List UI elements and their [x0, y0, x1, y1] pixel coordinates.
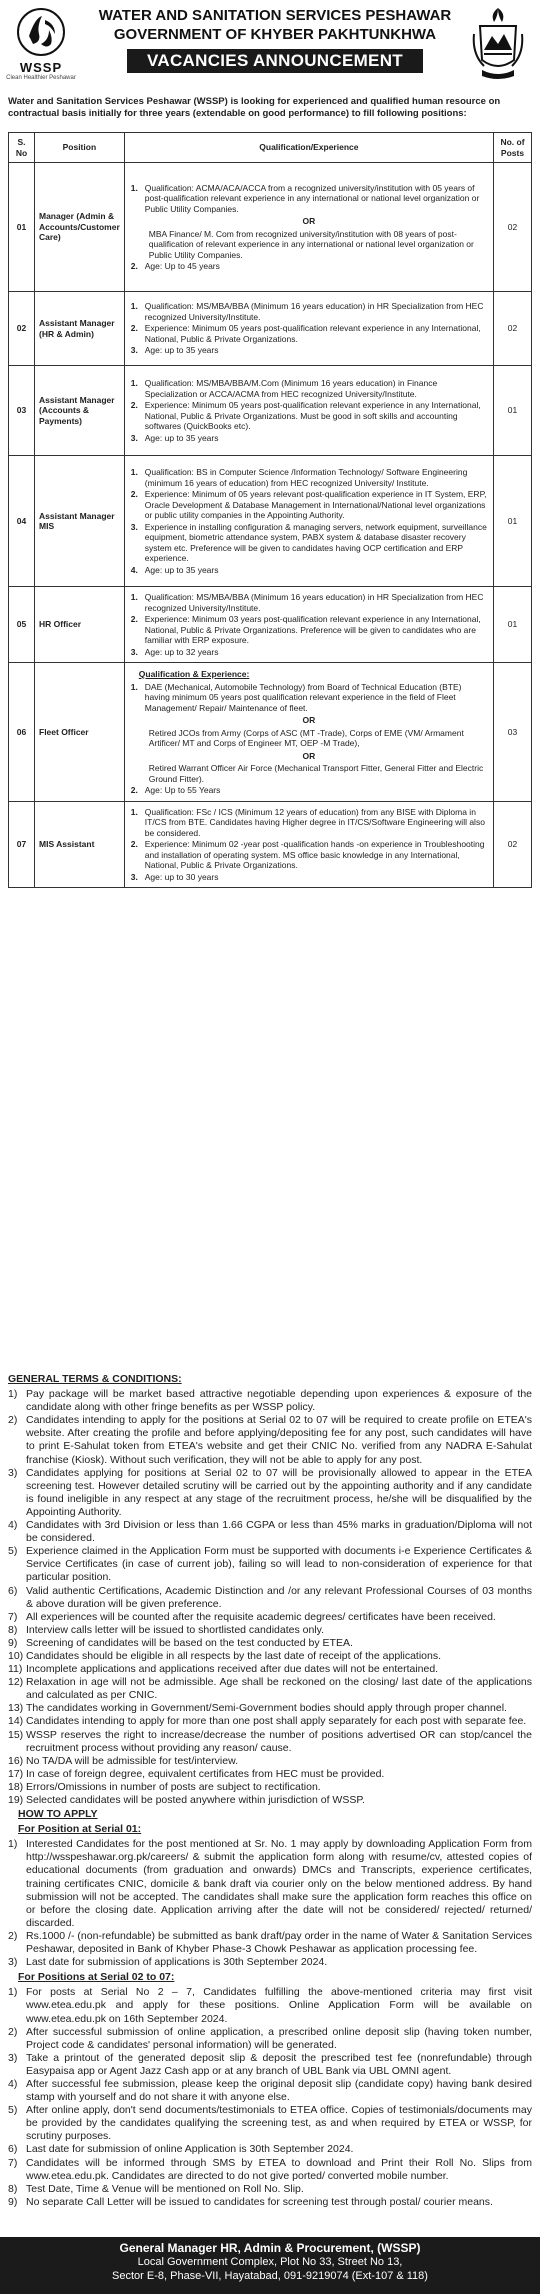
cell-posts: 03 [494, 663, 532, 802]
serial02-heading: For Positions at Serial 02 to 07: [18, 1971, 175, 1984]
table-row [9, 663, 532, 802]
qualification-item [131, 565, 487, 576]
item-number: 1. [130, 467, 138, 477]
apply-step [8, 2078, 532, 2104]
term-item [8, 1637, 532, 1650]
item-number: 12) [8, 1676, 24, 1689]
serial01-heading: For Position at Serial 01: [18, 1823, 142, 1836]
cell-position: Assistant Manager (HR & Admin) [35, 292, 125, 366]
item-text: MBA Finance/ M. Com from recognized university/institution with 08 years of post-qualification of relevant experience in any international or national level organization or Public Utility Companies. [148, 228, 474, 260]
qualification-item [131, 785, 487, 796]
item-text: Incomplete applications and applications received after due dates will not be entertained. [26, 1663, 439, 1676]
qualification-item [131, 682, 487, 714]
item-text: Rs.1000 /- (non-refundable) be submitted as bank draft/pay order in the name of Water & Sanitation Services Peshawar, deposited in Bank of Khyber Phase-3 Chowk Peshawar as application processing fee. [26, 1929, 532, 1956]
table-row [9, 163, 532, 292]
item-text: Experience claimed in the Application Form must be supported with documents i-e Experience Certificates & Service Certificates (in case of current job), failing so will lead to non-consideration of experience for that particular position. [26, 1545, 532, 1584]
item-number: 11) [8, 1663, 23, 1676]
item-text: Errors/Omissions in number of posts are subject to rectification. [26, 1780, 321, 1793]
item-number: 7) [8, 2156, 18, 2169]
item-number: 3) [8, 2051, 18, 2064]
cell-position: Fleet Officer [35, 663, 125, 802]
col-posts: No. of Posts [494, 133, 532, 163]
item-text: Experience: Minimum 02 -year post -qualification hands -on experience in Troubleshooting and installation of operating system. MS office basic knowledge in any International, National, Public & Private Organizations. [144, 839, 485, 870]
term-item [8, 1768, 532, 1781]
gov-title: GOVERNMENT OF KHYBER PAKHTUNKHWA [113, 26, 437, 43]
cell-sno: 01 [9, 163, 35, 292]
term-item [8, 1611, 532, 1624]
item-text: Last date for submission of applications is 30th September 2024. [26, 1956, 328, 1969]
item-text: WSSP reserves the right to increase/decrease the number of positions advertised OR can stop/cancel the recruitment process without providing any reason/ cause. [26, 1728, 532, 1754]
kp-government-emblem [468, 4, 528, 84]
item-number: 1. [130, 806, 138, 817]
apply-step [8, 1986, 532, 2025]
item-text: Valid authentic Certifications, Academic Distinction and /or any relevant Professional Courses of 03 months & above duration will be given preference. [26, 1584, 532, 1610]
term-item [8, 1624, 532, 1637]
term-item [8, 1545, 532, 1584]
item-number: 3. [130, 432, 138, 443]
table-row [9, 292, 532, 366]
cell-qualification [124, 292, 493, 366]
item-number: 1. [130, 301, 138, 312]
cell-posts: 02 [494, 801, 532, 888]
item-number: 1. [130, 592, 138, 602]
item-number: 8) [8, 1623, 18, 1636]
term-item [8, 1676, 532, 1702]
item-number: 2. [130, 839, 138, 849]
cell-qualification [124, 366, 493, 456]
cell-qualification [124, 801, 493, 888]
qualification-title: Qualification & Experience: [138, 669, 250, 679]
item-text: Candidates with 3rd Division or less than 1.66 CGPA or less than 45% marks in graduation/Diploma will not be considered. [26, 1519, 532, 1545]
item-number: 2) [8, 2025, 18, 2038]
term-item [8, 1519, 532, 1545]
item-number: 1. [130, 378, 138, 388]
vacancies-banner: VACANCIES ANNOUNCEMENT [127, 49, 423, 73]
qualification-item [131, 400, 487, 432]
item-number: 6) [8, 1584, 18, 1597]
qualification-item [131, 378, 487, 399]
term-item [8, 1729, 532, 1755]
item-number: 9) [8, 1636, 18, 1649]
how-to-apply-heading: HOW TO APPLY [18, 1808, 98, 1821]
item-number: 3. [130, 521, 138, 532]
item-text: Qualification: MS/MBA/BBA (Minimum 16 years education) in HR Specialization from HEC recognized University/Institute. [144, 301, 484, 322]
item-number: 7) [8, 1610, 18, 1623]
item-text: Age: up to 32 years [144, 646, 219, 657]
item-number: 3) [8, 1956, 18, 1969]
terms-section [8, 1373, 532, 2209]
item-number: 4) [8, 2077, 18, 2090]
item-number: 2) [8, 1929, 18, 1942]
term-item [8, 1702, 532, 1715]
cell-qualification [124, 663, 493, 802]
apply-step [8, 2143, 532, 2156]
item-number: 18) [8, 1780, 24, 1793]
table-row [9, 587, 532, 663]
item-number: 3) [8, 1466, 18, 1479]
cell-posts: 02 [494, 163, 532, 292]
item-number: 5) [8, 1545, 18, 1558]
qualification-item [131, 872, 487, 883]
item-number: 4) [8, 1519, 18, 1532]
cell-sno: 07 [9, 801, 35, 888]
item-text: Selected candidates will be posted anywhere within jurisdiction of WSSP. [26, 1794, 365, 1806]
serial01-list [8, 1838, 532, 1969]
item-number: 9) [8, 2195, 18, 2208]
qualification-item [131, 522, 487, 564]
item-text: Age: up to 35 years [144, 345, 219, 356]
item-number: 3. [130, 871, 138, 882]
item-text: Qualification: ACMA/ACA/ACCA from a recognized university/institution with 05 years of post-qualification relevant experience in any international or national level organization or Public Utility Companies. [144, 182, 480, 214]
or-separator: OR [302, 216, 316, 226]
item-number: 1. [130, 681, 138, 692]
water-drop-logo-icon [15, 6, 67, 58]
cell-sno: 02 [9, 292, 35, 366]
item-number: 4. [130, 564, 138, 575]
cell-posts: 01 [494, 456, 532, 587]
item-text: Experience: Minimum 05 years post-qualification relevant experience in any International, National, Public & Private Organizations. [144, 323, 481, 344]
qualification-item [131, 763, 487, 784]
item-text: Experience: Minimum 03 years post-qualification relevant experience in any International, National, Public & Private Organizations. Preference will be given to candidates who are familiar with ERP exposure. [144, 614, 481, 645]
cell-posts: 01 [494, 366, 532, 456]
item-text: Take a printout of the generated deposit slip & deposit the prescribed test fee (nonrefundable) through Easypaisa app or Agent Jazz Cash app or at any branch of UBL Bank via UBL OMNI agent. [26, 2051, 532, 2077]
term-item [8, 1467, 532, 1519]
term-item [8, 1650, 532, 1663]
cell-sno: 05 [9, 587, 35, 663]
item-text: After online apply, don't send documents/testimonials to ETEA office. Copies of testimonials/documents may be provided by the candidates qualifying the screening test, as and when required by ETEA or WSSP, for scrutiny purposes. [26, 2104, 532, 2143]
item-text: Interview calls letter will be issued to shortlisted candidates only. [26, 1623, 325, 1636]
cell-position: MIS Assistant [35, 801, 125, 888]
footer-address-line-2: Sector E-8, Phase-VII, Hayatabad, 091-9219074 (Ext-107 & 118) [112, 2270, 428, 2282]
qualification-item [131, 229, 487, 261]
wssp-logo [6, 6, 76, 86]
intro-paragraph: Water and Sanitation Services Peshawar (WSSP) is looking for experienced and qualified human resource on contractual basis initially for three years (extendable on good performance) to fill following positions: [8, 96, 501, 119]
qualification-item [131, 301, 487, 322]
item-text: Age: up to 35 years [144, 432, 219, 443]
table-header-row [9, 133, 532, 163]
item-text: Candidates applying for positions at Serial 02 to 07 will be provisionally allowed to appear in the ETEA screening test. However detailed scrutiny will be carried out by the appointing authority and if any candidate is found ineligible in any respect at any stage of the recruitment process, he/she will be disqualified by the Appointing Authority. [26, 1466, 532, 1518]
cell-position: Manager (Admin & Accounts/Customer Care) [35, 163, 125, 292]
apply-step [8, 2196, 532, 2209]
table-body [9, 163, 532, 888]
item-text: Qualification: MS/MBA/BBA/M.Com (Minimum 16 years education) in Finance Specialization or ACCA/ACMA from HEC recognized University/Institute. [144, 378, 438, 399]
vacancies-table [8, 132, 532, 888]
term-item [8, 1794, 532, 1807]
item-text: The candidates working in Government/Semi-Government bodies should apply through proper channel. [26, 1702, 507, 1715]
qualification-item [131, 323, 487, 344]
item-number: 10) [8, 1649, 24, 1662]
item-number: 1) [8, 1986, 18, 1999]
qualification-item [131, 614, 487, 646]
cell-qualification [124, 163, 493, 292]
item-number: 3. [130, 345, 138, 356]
item-text: After successful submission of online application, a prescribed online deposit slip (having token number, Project code & candidates' personal information) will be generated. [26, 2025, 532, 2051]
qualification-item [131, 345, 487, 356]
item-text: No TA/DA will be admissible for test/interview. [26, 1754, 239, 1767]
item-number: 1) [8, 1838, 18, 1851]
footer-contact [0, 2237, 540, 2294]
item-text: Age: Up to 45 years [144, 261, 220, 271]
item-text: Age: up to 30 years [144, 871, 219, 882]
qualification-item [131, 261, 487, 272]
terms-list [8, 1388, 532, 1807]
org-title: WATER AND SANITATION SERVICES PESHAWAR [98, 7, 452, 24]
table-row [9, 456, 532, 587]
item-number: 14) [8, 1715, 24, 1728]
item-text: Retired Warrant Officer Air Force (Mechanical Transport Fitter, General Fitter and Electric Ground Fitter). [148, 763, 484, 784]
item-text: Candidates intending to apply for more than one post shall apply separately for each post with separate fee. [26, 1715, 527, 1728]
item-number: 13) [8, 1702, 24, 1715]
apply-step [8, 1930, 532, 1956]
qualification-item [131, 807, 487, 839]
col-sno: S. No [9, 133, 35, 163]
or-separator: OR [302, 715, 316, 725]
apply-step [8, 2183, 532, 2196]
table-row [9, 801, 532, 888]
cell-qualification [124, 456, 493, 587]
cell-qualification [124, 587, 493, 663]
qualification-item [131, 183, 487, 215]
item-number: 5) [8, 2104, 18, 2117]
cell-position: Assistant Manager MIS [35, 456, 125, 587]
qualification-item [131, 433, 487, 444]
item-number: 2. [130, 323, 138, 334]
cell-position: Assistant Manager (Accounts & Payments) [35, 366, 125, 456]
cell-sno: 03 [9, 366, 35, 456]
qualification-item [131, 839, 487, 871]
qualification-item [131, 728, 487, 749]
item-number: 2. [130, 489, 138, 499]
apply-step [8, 1956, 532, 1969]
item-text: Qualification: MS/MBA/BBA (Minimum 16 years education) in HR Specialization from HEC recognized University/Institute. [144, 592, 484, 613]
footer-officer: General Manager HR, Admin & Procurement, (WSSP) [119, 2241, 421, 2255]
item-text: DAE (Mechanical, Automobile Technology) from Board of Technical Education (BTE) having minimum 05 years post qualification relevant experience in the field of Fleet Management/ Repair/ Maintenance of fleet. [144, 681, 462, 713]
kp-emblem-icon [468, 4, 528, 84]
apply-step [8, 2026, 532, 2052]
cell-position: HR Officer [35, 587, 125, 663]
logo-tagline: Clean Healthier Peshawar [6, 75, 76, 81]
term-item [8, 1781, 532, 1794]
item-text: Age: Up to 55 Years [144, 785, 221, 795]
item-text: Interested Candidates for the post mentioned at Sr. No. 1 may apply by downloading Application Form from http://wsspeshawar.org.pk/careers/ & submit the application form along with resume/cv, attested copies of educational documents (from graduation and onwards) DMCs and Transcripts, experience certificates, training certificates CNIC, domicile & bank draft via courier only on the below mentioned address. By hand submission will not be accepted. The candidates shall make sure the application form reaches this office on or before the closing date. Application arriving after the date will not be considered/ rejected/ returned/ discarded. [26, 1838, 532, 1929]
item-text: Qualification: FSc / ICS (Minimum 12 years of education) from any BISE with Diploma in IT/CS from BTE. Candidates having Higher degree in IT/CS/Software Engineering will also be considered. [144, 806, 485, 838]
apply-step [8, 2157, 532, 2183]
table-row [9, 366, 532, 456]
term-item [8, 1663, 532, 1676]
col-qualification: Qualification/Experience [124, 133, 493, 163]
item-number: 2) [8, 1414, 18, 1427]
header [0, 0, 540, 90]
item-number: 6) [8, 2143, 18, 2156]
item-text: No separate Call Letter will be issued to candidates for screening test through postal/ courier means. [26, 2195, 493, 2208]
header-titles [90, 6, 460, 73]
footer-address-line: Local Government Complex, Plot No 33, Street No 13, [137, 2256, 403, 2268]
qualification-item [131, 467, 487, 488]
logo-text: WSSP [19, 60, 63, 75]
apply-step [8, 1838, 532, 1930]
qualification-item [131, 647, 487, 658]
term-item [8, 1414, 532, 1466]
item-text: Experience: Minimum 05 years post-qualification relevant experience in any International, National, Public & Private Organizations. Must be good in soft skills and accounting softwares (QuickBooks etc). [144, 400, 481, 431]
item-number: 1) [8, 1388, 18, 1401]
item-number: 8) [8, 2182, 18, 2195]
item-text: Experience in installing configuration & managing servers, network equipment, surveillance equipment, biometric attendance system, PABX system & database disaster recovery system etc. Preference will be given to candidates having OCP certification and ERP experience. [144, 521, 487, 563]
item-text: Candidates will be informed through SMS by ETEA to download and Print their Roll No. Slips from www.etea.edu.pk. Candidates are directed to do not give ported/ converted mobile number. [26, 2156, 532, 2182]
item-text: Pay package will be market based attractive negotiable depending upon experiences & exposure of the candidate along with other fringe benefits as per WSSP policy. [26, 1388, 532, 1414]
item-text: Candidates should be eligible in all respects by the last date of receipt of the applications. [26, 1649, 442, 1662]
qualification-item [131, 489, 487, 521]
item-number: 2. [130, 614, 138, 624]
item-text: Test Date, Time & Venue will be mentioned on Roll No. Slip. [26, 2182, 304, 2195]
item-text: Retired JCOs from Army (Corps of ASC (MT -Trade), Corps of EME (VM/ Armament Artificer/ MT and Corps of Engineer MT, OEP -M Trade), [148, 727, 464, 748]
item-number: 16) [8, 1754, 24, 1767]
item-text: In case of foreign degree, equivalent certificates from HEC must be provided. [26, 1767, 385, 1780]
item-text: Candidates intending to apply for the positions at Serial 02 to 07 will be required to create profile on ETEA's website. After creating the profile and before applying/depositing fee for any post, such candidates will have to print E-Sahulat token from ETEA's website and get their CNIC No. verified from any NADRA E-Sahulat franchise (Kiosk). Without such verification, they will not be able to apply for any post. [26, 1414, 532, 1466]
item-text: Screening of candidates will be based on the test conducted by ETEA. [26, 1636, 353, 1649]
apply-step [8, 2104, 532, 2143]
qualification-item [131, 592, 487, 613]
item-number: 1. [130, 182, 138, 193]
item-number: 3. [130, 646, 138, 657]
item-text: Relaxation in age will not be admissible. Age shall be reckoned on the closing/ last date of the applications and calculated as per CNIC. [26, 1676, 532, 1702]
term-item [8, 1755, 532, 1768]
term-item [8, 1715, 532, 1728]
serial02-list [8, 1986, 532, 2209]
item-text: Last date for submission of online Application is 30th September 2024. [26, 2143, 354, 2156]
item-number: 19) [8, 1794, 24, 1806]
item-number: 2. [130, 785, 138, 795]
item-number: 2. [130, 400, 138, 410]
cell-sno: 04 [9, 456, 35, 587]
item-text: Qualification: BS in Computer Science /Information Technology/ Software Engineering (minimum 16 years of education) from HEC recognized University/ Institute. [144, 467, 468, 488]
cell-sno: 06 [9, 663, 35, 802]
apply-step [8, 2052, 532, 2078]
col-position: Position [35, 133, 125, 163]
term-item [8, 1585, 532, 1611]
or-separator: OR [302, 750, 316, 761]
cell-posts: 01 [494, 587, 532, 663]
cell-posts: 02 [494, 292, 532, 366]
term-item [8, 1388, 532, 1414]
item-text: For posts at Serial No 2 – 7, Candidates fulfilling the above-mentioned criteria may first visit www.etea.edu.pk and apply for these positions. Online Application Form will be available on www.etea.edu.pk on 16th September 2024. [26, 1986, 532, 2025]
item-number: 15) [8, 1728, 24, 1741]
item-number: 17) [8, 1767, 24, 1780]
item-number: 2. [130, 261, 138, 271]
item-text: All experiences will be counted after the requisite academic degrees/ certificates have been received. [26, 1610, 496, 1623]
terms-heading: GENERAL TERMS & CONDITIONS: [8, 1373, 182, 1385]
item-text: Age: up to 35 years [144, 564, 219, 575]
item-text: Experience: Minimum of 05 years relevant post-qualification experience in IT System, ERP, Oracle Development & Database Management in International/National level organizations or public utility companies in the Appointing Authority. [144, 489, 487, 520]
item-text: After successful fee submission, please keep the original deposit slip (candidate copy) having bank desired stamp with yourself and do not share it with anyone else. [26, 2077, 532, 2104]
